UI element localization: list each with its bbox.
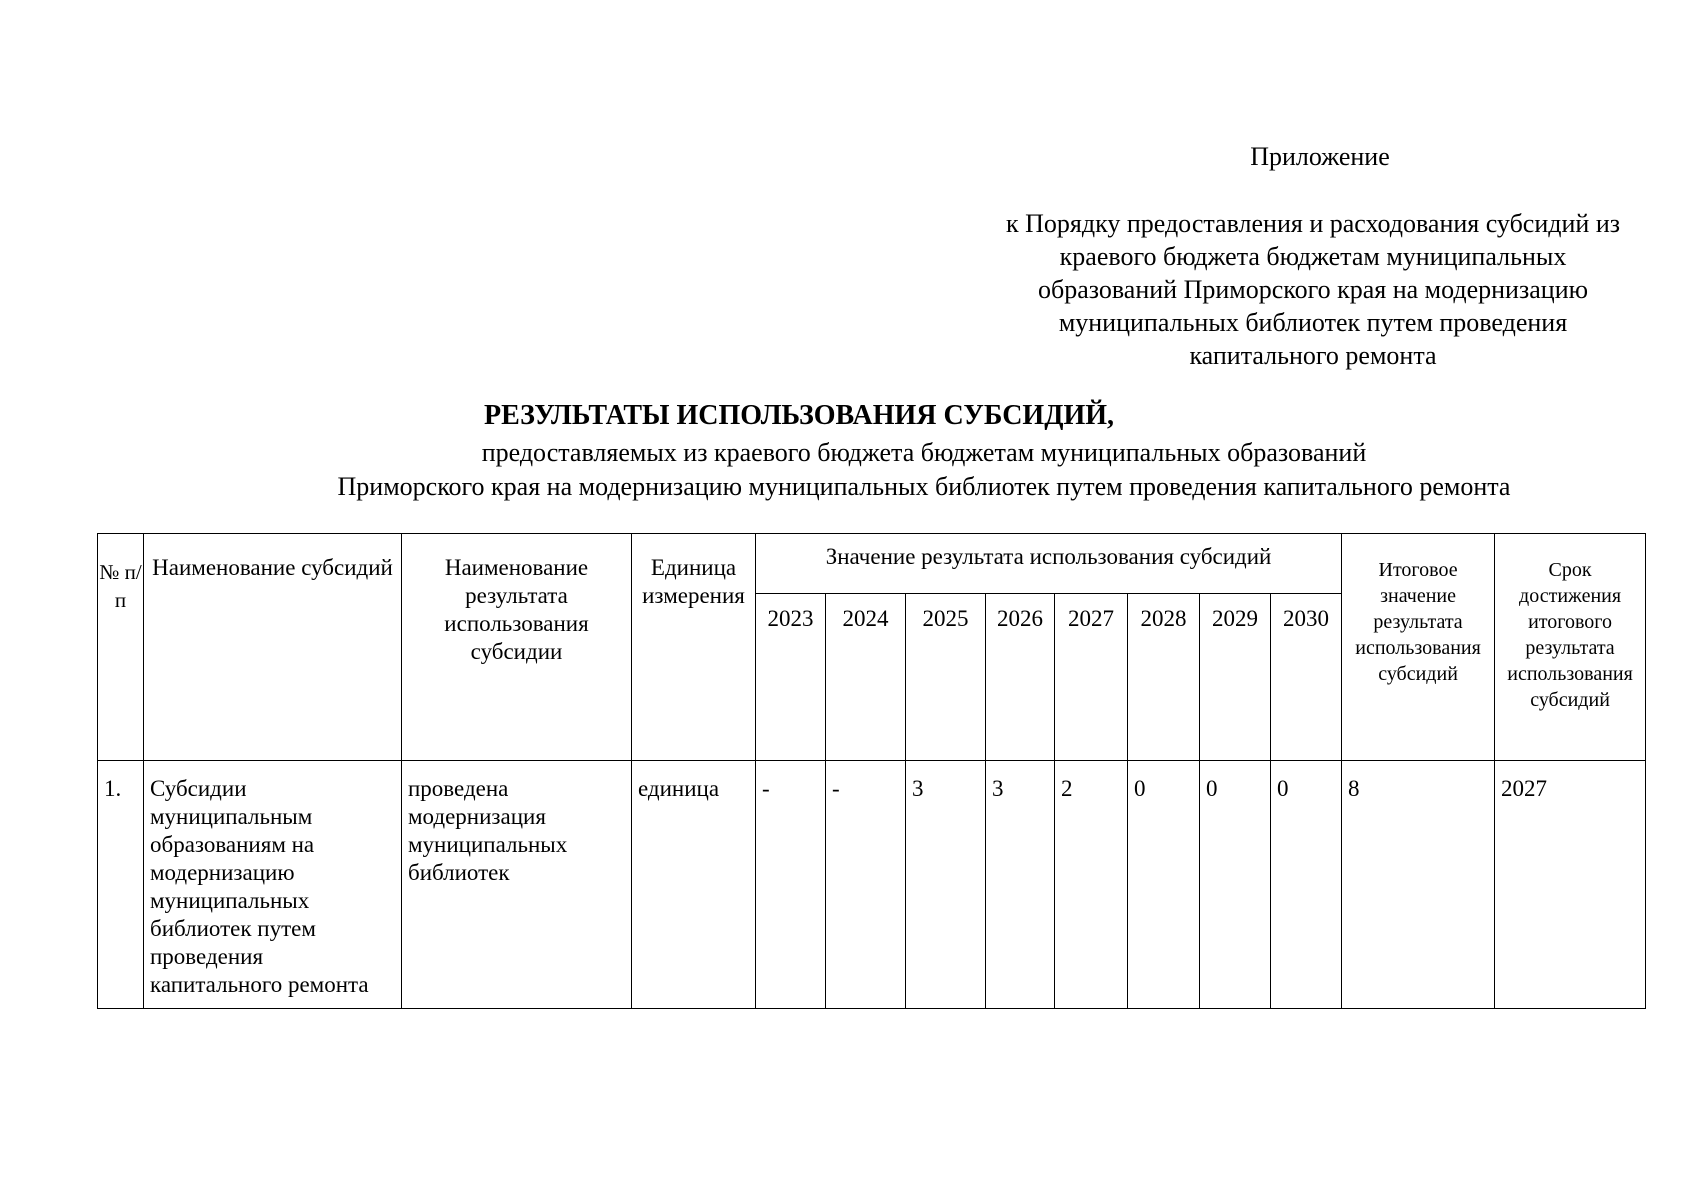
cell-num: 1. [98,761,144,1009]
col-header-subsidy-name: Наименование субсидий [144,534,402,761]
cell-value-year: 0 [1271,761,1342,1009]
col-header-year: 2026 [986,594,1055,761]
results-table [97,533,1646,1009]
col-header-year: 2027 [1055,594,1128,761]
header-row [98,534,1646,594]
col-header-unit: Единица измерения [632,534,756,761]
cell-value-year: - [756,761,826,1009]
col-header-year: 2024 [826,594,906,761]
col-header-num: № п/п [98,534,144,761]
col-header-total: Итоговое значение результата использования субсидий [1342,534,1495,761]
cell-value-year: 0 [1200,761,1271,1009]
cell-total: 8 [1342,761,1495,1009]
cell-subsidy-name: Субсидии муниципальным образованиям на модернизацию муниципальных библиотек путем проведения капитального ремонта [144,761,402,1009]
cell-value-year: 3 [906,761,986,1009]
table-row [98,761,1646,1009]
appendix-text: к Порядку предоставления и расходования субсидий из краевого бюджета бюджетам муниципальных образований Приморского края на модернизацию муниципальных библиотек путем проведения капитального ремонта [1005,209,1621,370]
cell-unit: единица [632,761,756,1009]
cell-value-year: - [826,761,906,1009]
cell-result-name: проведена модернизация муниципальных библиотек [402,761,632,1009]
col-header-year: 2025 [906,594,986,761]
appendix-title: Приложение [1250,142,1390,171]
subtitle-line-1: предоставляемых из краевого бюджета бюджетам муниципальных образований [481,438,1367,467]
col-header-year: 2029 [1200,594,1271,761]
col-header-year: 2023 [756,594,826,761]
col-header-values-group: Значение результата использования субсидий [756,534,1342,594]
col-header-result-name: Наименование результата использования субсидии [402,534,632,761]
cell-value-year: 3 [986,761,1055,1009]
cell-value-year: 0 [1128,761,1200,1009]
col-header-deadline: Срок достижения итогового результата использования субсидий [1495,534,1646,761]
document-subtitle [0,436,1688,504]
col-header-year: 2030 [1271,594,1342,761]
document-title: РЕЗУЛЬТАТЫ ИСПОЛЬЗОВАНИЯ СУБСИДИЙ, [483,400,1115,431]
col-header-year: 2028 [1128,594,1200,761]
cell-deadline: 2027 [1495,761,1646,1009]
subtitle-line-2: Приморского края на модернизацию муниципальных библиотек путем проведения капитального ремонта [337,472,1511,501]
cell-value-year: 2 [1055,761,1128,1009]
